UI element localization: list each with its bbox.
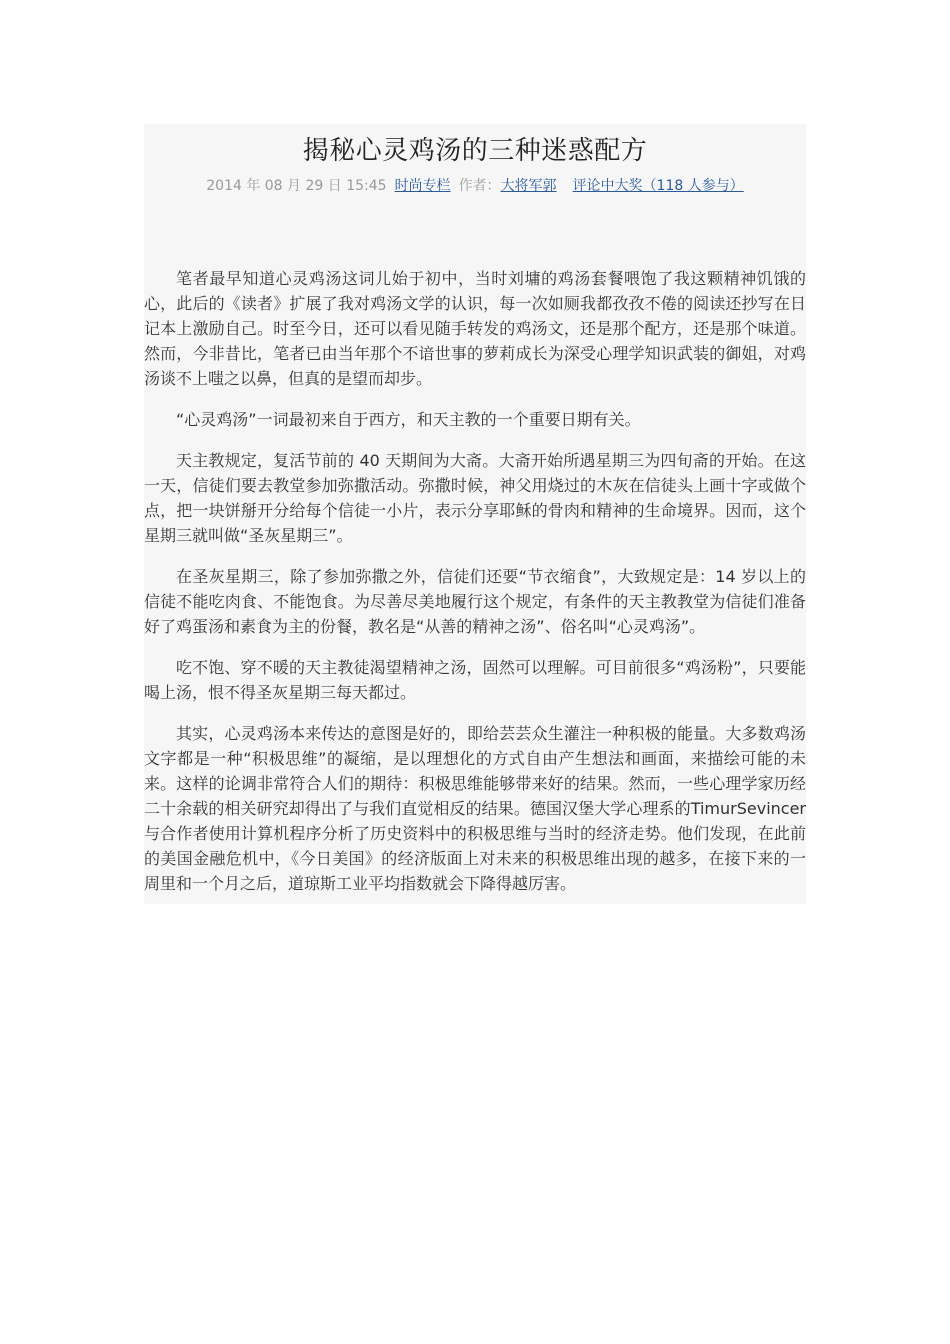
article-body (144, 266, 806, 912)
author-link[interactable]: 大将军郭 (500, 178, 557, 194)
article-title: 揭秘心灵鸡汤的三种迷惑配方 (302, 136, 648, 166)
paragraph: 其实，心灵鸡汤本来传达的意图是好的，即给芸芸众生灌注一种积极的能量。大多数鸡汤文字都是一种“积极思维”的凝缩，是以理想化的方式自由产生想法和画面，来描绘可能的未来。这样的论调非常符合人们的期待：积极思维能够带来好的结果。然而，一些心理学家历经二十余载的相关研究却得出了与我们直觉相反的结果。德国汉堡大学心理系的TimurSevincer 与合作者使用计算机程序分析了历史资料中的积极思维与当时的经济走势。他们发现，在此前的美国金融危机中，《今日美国》的经济版面上对未来的积极思维出现的越多，在接下来的一周里和一个月之后，道琼斯工业平均指数就会下降得越厉害。 (144, 724, 806, 893)
publish-date: 2014 年 08 月 29 日 15:45 (206, 178, 387, 194)
paragraph: 吃不饱、穿不暖的天主教徒渴望精神之汤，固然可以理解。可目前很多“鸡汤粉”，只要能喝上汤，恨不得圣灰星期三每天都过。 (144, 658, 806, 702)
paragraph: 笔者最早知道心灵鸡汤这词儿始于初中，当时刘墉的鸡汤套餐喂饱了我这颗精神饥饿的心，此后的《读者》扩展了我对鸡汤文学的认识，每一次如厕我都孜孜不倦的阅读还抄写在日记本上激励自己。时至今日，还可以看见随手转发的鸡汤文，还是那个配方，还是那个味道。然而，今非昔比，笔者已由当年那个不谙世事的萝莉成长为深受心理学知识武装的御姐，对鸡汤谈不上嗤之以鼻，但真的是望而却步。 (144, 269, 806, 388)
paragraph: “心灵鸡汤”一词最初来自于西方，和天主教的一个重要日期有关。 (176, 410, 641, 429)
author-label: 作者： (458, 178, 501, 194)
article-container (144, 124, 806, 904)
paragraph: 在圣灰星期三，除了参加弥撒之外，信徒们还要“节衣缩食”，大致规定是：14 岁以上的信徒不能吃肉食、不能饱食。为尽善尽美地履行这个规定，有条件的天主教教堂为信徒们准备好了鸡蛋汤和素食为主的份餐，教名是“从善的精神之汤”、俗名叫“心灵鸡汤”。 (144, 567, 806, 636)
paragraph: 天主教规定，复活节前的 40 天期间为大斋。大斋开始所遇星期三为四旬斋的开始。在这一天，信徒们要去教堂参加弥撒活动。弥撒时候，神父用烧过的木灰在信徒头上画十字或做个点，把一块饼掰开分给每个信徒一小片，表示分享耶稣的骨肉和精神的生命境界。因而，这个星期三就叫做“圣灰星期三”。 (144, 451, 806, 545)
comments-link[interactable]: 评论中大奖（118 人参与） (572, 178, 744, 194)
article-meta (144, 176, 806, 196)
category-link[interactable]: 时尚专栏 (394, 178, 451, 194)
